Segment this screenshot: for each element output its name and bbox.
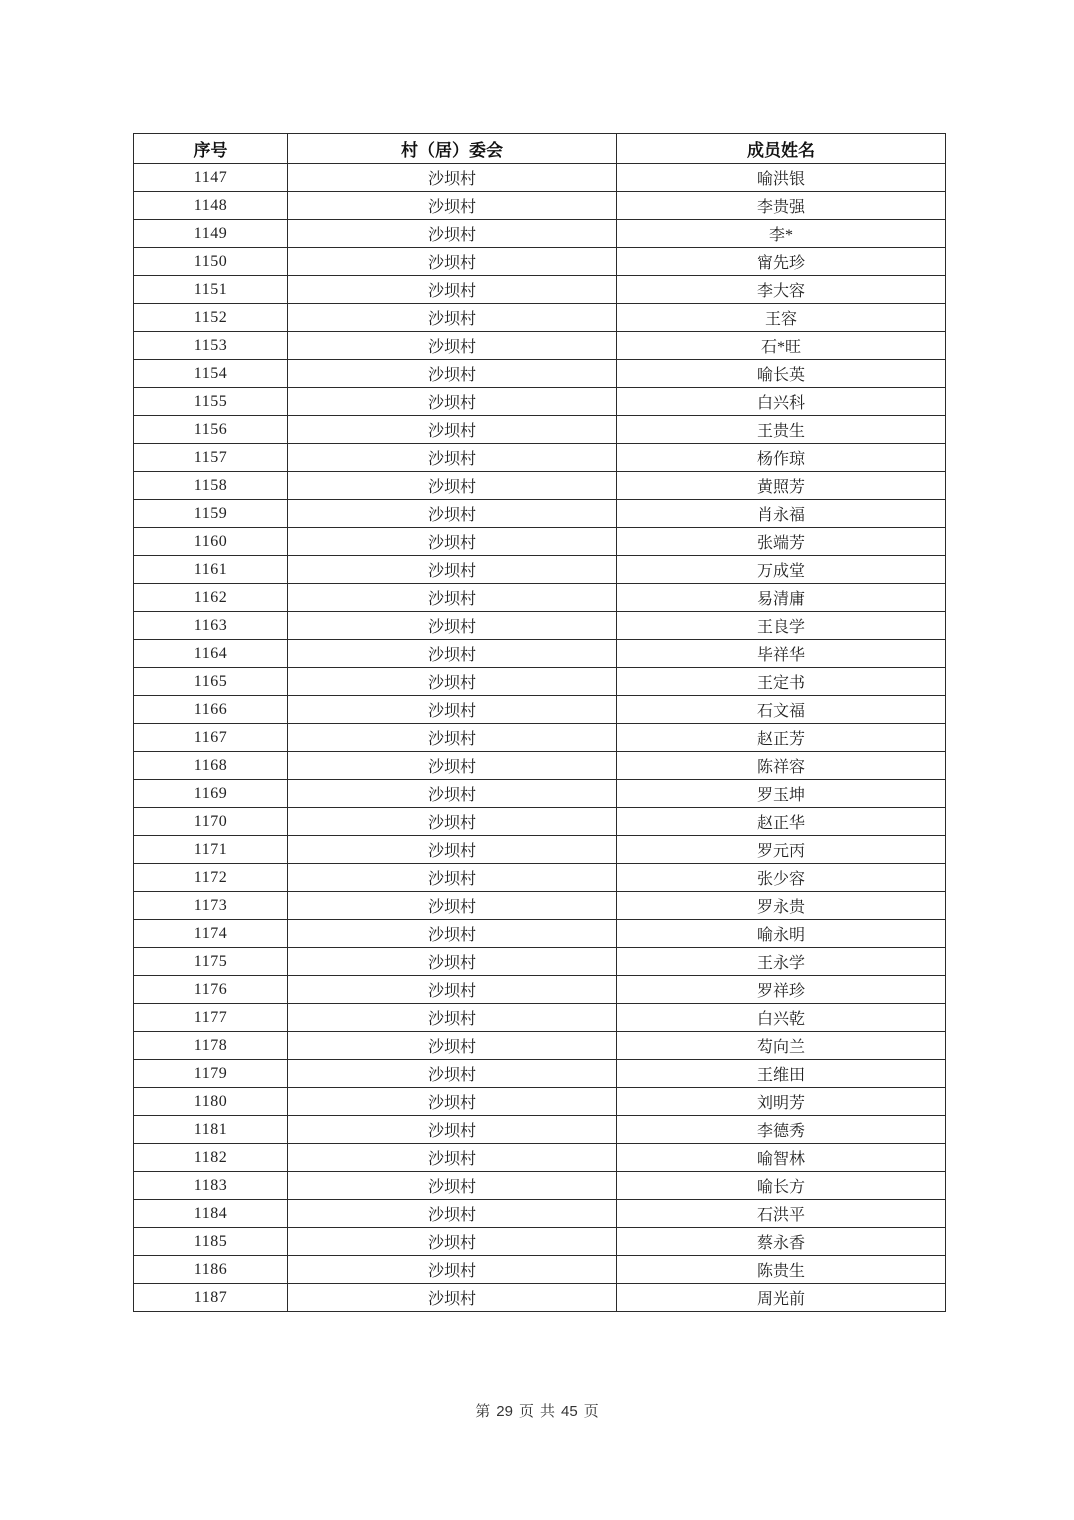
cell-member-name: 王定书 — [617, 668, 946, 696]
cell-member-name: 黄照芳 — [617, 472, 946, 500]
cell-committee: 沙坝村 — [288, 164, 617, 192]
cell-member-name: 蔡永香 — [617, 1228, 946, 1256]
cell-member-name: 甯先珍 — [617, 248, 946, 276]
table-row — [134, 304, 946, 332]
cell-member-name: 杨作琼 — [617, 444, 946, 472]
cell-serial-number: 1160 — [134, 528, 288, 556]
cell-member-name: 肖永福 — [617, 500, 946, 528]
table-row — [134, 1172, 946, 1200]
table-row — [134, 472, 946, 500]
cell-serial-number: 1174 — [134, 920, 288, 948]
table-row — [134, 808, 946, 836]
table-row — [134, 1256, 946, 1284]
table-row — [134, 164, 946, 192]
table-row — [134, 1032, 946, 1060]
cell-committee: 沙坝村 — [288, 920, 617, 948]
cell-member-name: 赵正芳 — [617, 724, 946, 752]
cell-member-name: 罗元丙 — [617, 836, 946, 864]
cell-serial-number: 1157 — [134, 444, 288, 472]
cell-committee: 沙坝村 — [288, 416, 617, 444]
cell-committee: 沙坝村 — [288, 1200, 617, 1228]
cell-serial-number: 1178 — [134, 1032, 288, 1060]
cell-committee: 沙坝村 — [288, 276, 617, 304]
cell-member-name: 王维田 — [617, 1060, 946, 1088]
cell-member-name: 石洪平 — [617, 1200, 946, 1228]
table-row — [134, 360, 946, 388]
cell-serial-number: 1159 — [134, 500, 288, 528]
cell-committee: 沙坝村 — [288, 304, 617, 332]
header-committee: 村（居）委会 — [288, 134, 617, 164]
cell-committee: 沙坝村 — [288, 752, 617, 780]
cell-member-name: 王永学 — [617, 948, 946, 976]
cell-serial-number: 1179 — [134, 1060, 288, 1088]
cell-committee: 沙坝村 — [288, 192, 617, 220]
table-row — [134, 1200, 946, 1228]
table-header-row — [134, 134, 946, 164]
cell-committee: 沙坝村 — [288, 864, 617, 892]
table-row — [134, 696, 946, 724]
cell-committee: 沙坝村 — [288, 1228, 617, 1256]
page-footer — [0, 1400, 1074, 1421]
cell-committee: 沙坝村 — [288, 1060, 617, 1088]
cell-member-name: 白兴科 — [617, 388, 946, 416]
cell-member-name: 张端芳 — [617, 528, 946, 556]
cell-member-name: 王良学 — [617, 612, 946, 640]
cell-committee: 沙坝村 — [288, 976, 617, 1004]
cell-member-name: 王贵生 — [617, 416, 946, 444]
table-row — [134, 1228, 946, 1256]
cell-member-name: 芶向兰 — [617, 1032, 946, 1060]
table-row — [134, 948, 946, 976]
table-row — [134, 1004, 946, 1032]
cell-member-name: 喻长方 — [617, 1172, 946, 1200]
cell-member-name: 陈祥容 — [617, 752, 946, 780]
cell-committee: 沙坝村 — [288, 1004, 617, 1032]
cell-member-name: 张少容 — [617, 864, 946, 892]
table-row — [134, 780, 946, 808]
cell-serial-number: 1163 — [134, 612, 288, 640]
cell-member-name: 罗玉坤 — [617, 780, 946, 808]
table-row — [134, 556, 946, 584]
cell-committee: 沙坝村 — [288, 1116, 617, 1144]
table-row — [134, 248, 946, 276]
cell-member-name: 白兴乾 — [617, 1004, 946, 1032]
cell-committee: 沙坝村 — [288, 780, 617, 808]
cell-committee: 沙坝村 — [288, 584, 617, 612]
cell-committee: 沙坝村 — [288, 1172, 617, 1200]
cell-serial-number: 1154 — [134, 360, 288, 388]
table-row — [134, 276, 946, 304]
cell-serial-number: 1158 — [134, 472, 288, 500]
table-row — [134, 220, 946, 248]
cell-serial-number: 1162 — [134, 584, 288, 612]
table-row — [134, 528, 946, 556]
cell-member-name: 万成堂 — [617, 556, 946, 584]
footer-label-di: 第 — [475, 1404, 491, 1420]
footer-total-pages: 45 — [561, 1403, 578, 1420]
cell-serial-number: 1171 — [134, 836, 288, 864]
cell-serial-number: 1170 — [134, 808, 288, 836]
cell-member-name: 李* — [617, 220, 946, 248]
table-row — [134, 612, 946, 640]
cell-committee: 沙坝村 — [288, 892, 617, 920]
cell-committee: 沙坝村 — [288, 472, 617, 500]
cell-serial-number: 1167 — [134, 724, 288, 752]
cell-committee: 沙坝村 — [288, 388, 617, 416]
footer-label-gong: 共 — [540, 1404, 556, 1420]
cell-committee: 沙坝村 — [288, 556, 617, 584]
cell-serial-number: 1184 — [134, 1200, 288, 1228]
table-row — [134, 752, 946, 780]
footer-current-page: 29 — [496, 1403, 513, 1420]
cell-serial-number: 1161 — [134, 556, 288, 584]
cell-serial-number: 1181 — [134, 1116, 288, 1144]
table-row — [134, 584, 946, 612]
cell-serial-number: 1164 — [134, 640, 288, 668]
cell-member-name: 喻永明 — [617, 920, 946, 948]
member-roster-table — [133, 133, 946, 1312]
cell-member-name: 李贵强 — [617, 192, 946, 220]
cell-member-name: 刘明芳 — [617, 1088, 946, 1116]
cell-committee: 沙坝村 — [288, 808, 617, 836]
header-member-name: 成员姓名 — [617, 134, 946, 164]
cell-serial-number: 1151 — [134, 276, 288, 304]
table-row — [134, 640, 946, 668]
table-row — [134, 1088, 946, 1116]
cell-member-name: 易清庸 — [617, 584, 946, 612]
table-body — [134, 164, 946, 1312]
cell-committee: 沙坝村 — [288, 1032, 617, 1060]
cell-member-name: 陈贵生 — [617, 1256, 946, 1284]
cell-member-name: 罗祥珍 — [617, 976, 946, 1004]
cell-serial-number: 1152 — [134, 304, 288, 332]
cell-member-name: 喻洪银 — [617, 164, 946, 192]
cell-committee: 沙坝村 — [288, 528, 617, 556]
cell-committee: 沙坝村 — [288, 220, 617, 248]
cell-serial-number: 1182 — [134, 1144, 288, 1172]
header-serial-number: 序号 — [134, 134, 288, 164]
table-row — [134, 920, 946, 948]
cell-serial-number: 1173 — [134, 892, 288, 920]
cell-serial-number: 1186 — [134, 1256, 288, 1284]
table-row — [134, 892, 946, 920]
cell-serial-number: 1176 — [134, 976, 288, 1004]
cell-member-name: 毕祥华 — [617, 640, 946, 668]
cell-serial-number: 1155 — [134, 388, 288, 416]
cell-member-name: 罗永贵 — [617, 892, 946, 920]
table-row — [134, 1116, 946, 1144]
cell-serial-number: 1150 — [134, 248, 288, 276]
cell-committee: 沙坝村 — [288, 668, 617, 696]
cell-committee: 沙坝村 — [288, 948, 617, 976]
cell-member-name: 赵正华 — [617, 808, 946, 836]
table-row — [134, 416, 946, 444]
cell-serial-number: 1168 — [134, 752, 288, 780]
table-row — [134, 388, 946, 416]
table-row — [134, 1284, 946, 1312]
cell-member-name: 喻智林 — [617, 1144, 946, 1172]
table-row — [134, 444, 946, 472]
cell-committee: 沙坝村 — [288, 1144, 617, 1172]
cell-committee: 沙坝村 — [288, 1088, 617, 1116]
table-row — [134, 500, 946, 528]
cell-committee: 沙坝村 — [288, 836, 617, 864]
cell-serial-number: 1180 — [134, 1088, 288, 1116]
cell-member-name: 石文福 — [617, 696, 946, 724]
cell-committee: 沙坝村 — [288, 1256, 617, 1284]
cell-committee: 沙坝村 — [288, 640, 617, 668]
table-row — [134, 332, 946, 360]
cell-serial-number: 1187 — [134, 1284, 288, 1312]
cell-committee: 沙坝村 — [288, 444, 617, 472]
table-row — [134, 1144, 946, 1172]
cell-committee: 沙坝村 — [288, 248, 617, 276]
table-row — [134, 724, 946, 752]
cell-serial-number: 1156 — [134, 416, 288, 444]
cell-committee: 沙坝村 — [288, 724, 617, 752]
cell-committee: 沙坝村 — [288, 360, 617, 388]
cell-serial-number: 1172 — [134, 864, 288, 892]
cell-committee: 沙坝村 — [288, 500, 617, 528]
cell-serial-number: 1183 — [134, 1172, 288, 1200]
cell-serial-number: 1165 — [134, 668, 288, 696]
cell-member-name: 周光前 — [617, 1284, 946, 1312]
cell-serial-number: 1166 — [134, 696, 288, 724]
table-row — [134, 864, 946, 892]
footer-label-ye: 页 — [518, 1404, 534, 1420]
cell-serial-number: 1185 — [134, 1228, 288, 1256]
cell-committee: 沙坝村 — [288, 1284, 617, 1312]
cell-member-name: 王容 — [617, 304, 946, 332]
cell-serial-number: 1177 — [134, 1004, 288, 1032]
footer-label-ye2: 页 — [583, 1404, 599, 1420]
cell-serial-number: 1175 — [134, 948, 288, 976]
cell-committee: 沙坝村 — [288, 612, 617, 640]
cell-member-name: 喻长英 — [617, 360, 946, 388]
cell-member-name: 石*旺 — [617, 332, 946, 360]
table-row — [134, 976, 946, 1004]
cell-serial-number: 1169 — [134, 780, 288, 808]
cell-serial-number: 1153 — [134, 332, 288, 360]
table-row — [134, 836, 946, 864]
table-row — [134, 1060, 946, 1088]
cell-serial-number: 1147 — [134, 164, 288, 192]
cell-committee: 沙坝村 — [288, 332, 617, 360]
cell-committee: 沙坝村 — [288, 696, 617, 724]
cell-serial-number: 1148 — [134, 192, 288, 220]
cell-serial-number: 1149 — [134, 220, 288, 248]
cell-member-name: 李德秀 — [617, 1116, 946, 1144]
table-row — [134, 668, 946, 696]
cell-member-name: 李大容 — [617, 276, 946, 304]
table-row — [134, 192, 946, 220]
